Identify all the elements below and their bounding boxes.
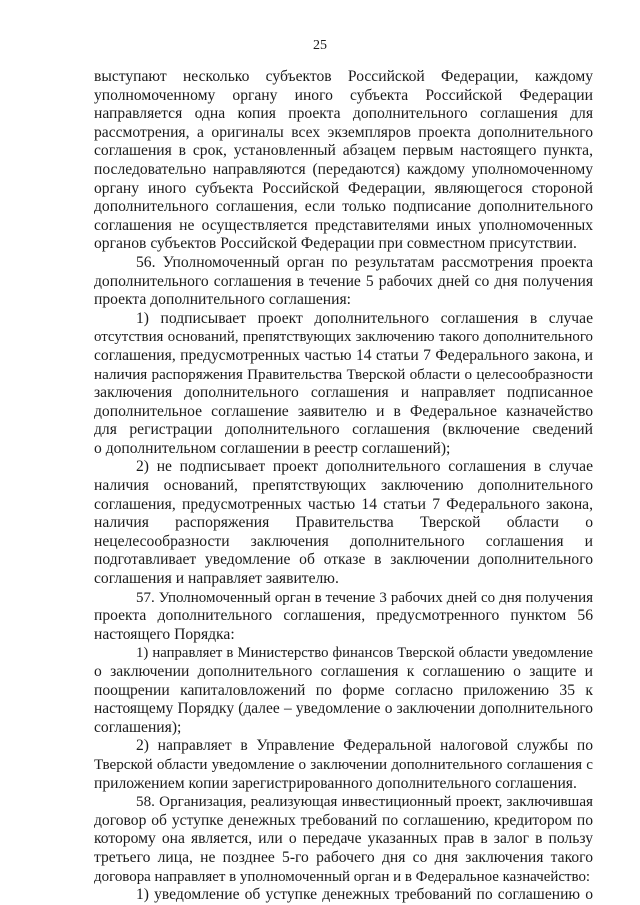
text-line: рассмотрения, а оригиналы всех экземпляров проекта дополнительного <box>94 123 593 141</box>
text-line: которому она является, или о передаче указанных прав в залог в пользу <box>94 830 593 848</box>
text-line: о заключении дополнительного соглашения к соглашению о защите и <box>94 663 593 680</box>
document-body <box>94 68 593 905</box>
text-line: 58. Организация, реализующая инвестиционный проект, заключившая <box>136 794 593 811</box>
text-line: заключения дополнительного соглашения и направляет подписанное <box>94 384 593 402</box>
text-line: уполномоченному органу иного субъекта Российской Федерации <box>94 86 593 104</box>
text-line: настоящему Порядку (далее – уведомление о заключении дополнительного <box>94 700 593 718</box>
text-line: для регистрации дополнительного соглашения (включение сведений <box>94 421 593 439</box>
text-line: нецелесообразности заключения дополнительного соглашения и <box>94 532 593 550</box>
text-line: последовательно направляются (передаются) каждому уполномоченному <box>94 160 593 178</box>
page-number: 25 <box>313 38 327 53</box>
text-line: третьего лица, не позднее 5-го рабочего дня со дня заключения такого <box>94 848 593 866</box>
text-line: 1) направляет в Министерство финансов Тверской области уведомление <box>136 645 593 662</box>
text-line: выступают несколько субъектов Российской Федерации, каждому <box>94 68 593 85</box>
text-line: соглашения, предусмотренных частью 14 статьи 7 Федерального закона, <box>94 495 593 513</box>
text-line: наличия распоряжения Правительства Тверской области о целесообразности <box>94 366 593 383</box>
text-line: соглашения и направляет заявителю. <box>94 570 339 588</box>
text-line: органу иного субъекта Российской Федерации, являющегося стороной <box>94 179 593 197</box>
text-line: 56. Уполномоченный орган по результатам рассмотрения проекта <box>136 253 593 271</box>
text-line: о дополнительном соглашении в реестр соглашений); <box>94 439 451 457</box>
text-line: соглашения не осуществляется представителями иных уполномоченных <box>94 216 593 234</box>
text-line: 1) уведомление об уступке денежных требований по соглашению о <box>136 886 593 904</box>
text-line: проекта дополнительного соглашения, предусмотренного пунктом 56 <box>94 607 593 625</box>
text-line: договора направляет в уполномоченный орган и в Федеральное казначейство: <box>94 868 591 885</box>
text-line: подготавливает уведомление об отказе в заключении дополнительного <box>94 551 593 569</box>
text-line: органов субъектов Российской Федерации при совместном присутствии. <box>94 235 577 253</box>
text-line: 57. Уполномоченный орган в течение 3 рабочих дней со дня получения <box>136 589 593 606</box>
text-line: соглашения, предусмотренных частью 14 статьи 7 Федерального закона, и <box>94 346 593 364</box>
text-line: приложением копии зарегистрированного дополнительного соглашения. <box>94 774 577 792</box>
text-line: дополнительного соглашения в течение 5 рабочих дней со дня получения <box>94 272 593 290</box>
text-line: договор об уступке денежных требований по соглашению, кредитором по <box>94 811 593 829</box>
text-line: отсутствия оснований, препятствующих заключению такого дополнительного <box>94 329 593 346</box>
text-line: соглашения); <box>94 718 182 736</box>
text-line: Тверской области уведомление о заключении дополнительного соглашения с <box>94 756 593 773</box>
text-line: наличия распоряжения Правительства Тверской области о <box>94 514 593 532</box>
text-line: наличия оснований, препятствующих заключению дополнительного <box>94 477 593 495</box>
text-line: дополнительное соглашение заявителю и в Федеральное казначейство <box>94 402 593 420</box>
text-line: поощрении капиталовложений по форме согласно приложению 35 к <box>94 681 593 699</box>
text-line: настоящего Порядка: <box>94 625 235 643</box>
text-line: соглашения в срок, установленный абзацем первым настоящего пункта, <box>94 142 593 160</box>
text-line: проекта дополнительного соглашения: <box>94 291 352 309</box>
text-line: направляется одна копия проекта дополнительного соглашения для <box>94 105 593 123</box>
text-line: 2) направляет в Управление Федеральной налоговой службы по <box>136 737 593 755</box>
text-line: 2) не подписывает проект дополнительного соглашения в случае <box>136 458 593 476</box>
text-line: 1) подписывает проект дополнительного соглашения в случае <box>136 309 593 327</box>
text-line: дополнительного соглашения, если только подписание дополнительного <box>94 198 593 216</box>
